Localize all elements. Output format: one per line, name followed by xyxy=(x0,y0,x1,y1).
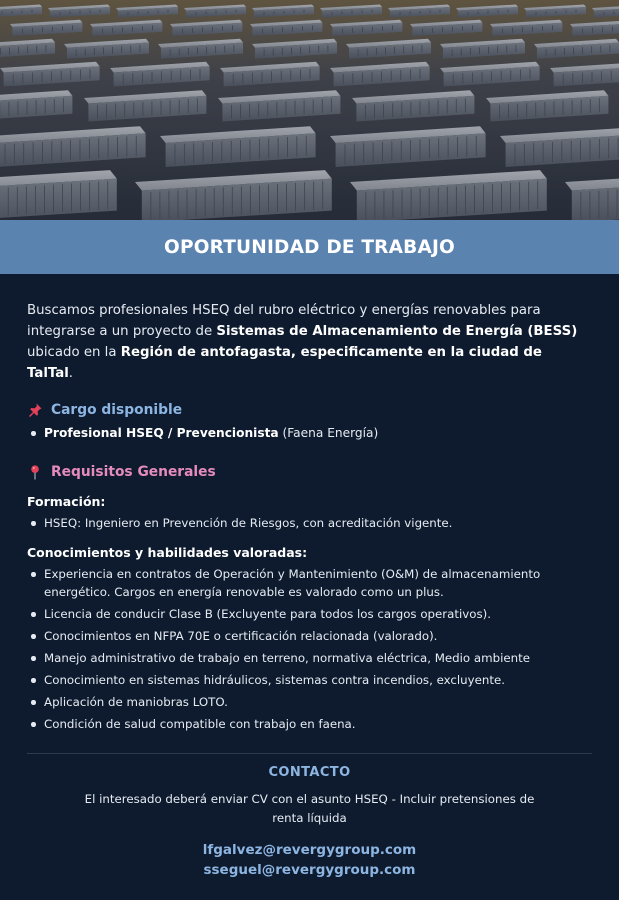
formacion-list xyxy=(27,514,592,532)
title-banner xyxy=(0,220,619,274)
cargo-detail: (Faena Energía) xyxy=(278,426,379,440)
intro-text-2: ubicado en la xyxy=(27,345,121,360)
list-item: Conocimiento en sistemas hidráulicos, sistemas contra incendios, excluyente. xyxy=(27,671,592,689)
list-item: Experiencia en contratos de Operación y Mantenimiento (O&M) de almacenamiento energético. Cargos en energía renovable es valorado como un plus. xyxy=(27,565,592,601)
bess-containers-illustration xyxy=(0,0,619,220)
requisitos-heading xyxy=(27,464,592,480)
list-item: Aplicación de maniobras LOTO. xyxy=(27,693,592,711)
cargo-title: Profesional HSEQ / Prevencionista xyxy=(44,426,279,440)
cargo-heading xyxy=(27,402,592,418)
requisitos-heading-label: Requisitos Generales xyxy=(51,464,216,480)
intro-bold-region: Región de antofagasta, especificamente en la ciudad de TalTal xyxy=(27,345,542,381)
list-item: Manejo administrativo de trabajo en terreno, normativa eléctrica, Medio ambiente xyxy=(27,649,592,667)
contact-title: CONTACTO xyxy=(268,765,351,780)
conocimientos-heading: Conocimientos y habilidades valoradas: xyxy=(27,545,308,560)
cargo-heading-label: Cargo disponible xyxy=(51,402,183,418)
list-item: Conocimientos en NFPA 70E o certificación relacionada (valorado). xyxy=(27,627,592,645)
intro-paragraph xyxy=(27,300,592,384)
list-item xyxy=(27,424,592,442)
cargo-list xyxy=(27,424,592,442)
pushpin-icon xyxy=(27,402,43,418)
contact-instructions: El interesado deberá enviar CV con el asunto HSEQ - Incluir pretensiones de renta líquida xyxy=(84,792,535,825)
main-content xyxy=(0,300,619,878)
intro-bold-bess: Sistemas de Almacenamiento de Energía (BESS) xyxy=(216,324,578,339)
formacion-heading: Formación: xyxy=(27,494,106,509)
list-item: HSEQ: Ingeniero en Prevención de Riesgos, con acreditación vigente. xyxy=(27,514,592,532)
conocimientos-list xyxy=(27,565,592,733)
section-divider xyxy=(27,753,592,754)
intro-text-3: . xyxy=(68,366,74,381)
list-item: Licencia de conducir Clase B (Excluyente para todos los cargos operativos). xyxy=(27,605,592,623)
email-link-sseguel[interactable]: sseguel@revergygroup.com xyxy=(203,862,416,878)
intro-text-1: Buscamos profesionales HSEQ del rubro eléctrico y energías renovables para integrarse a un proyecto de xyxy=(27,303,541,339)
round-pin-icon xyxy=(27,464,43,480)
hero-image xyxy=(0,0,619,220)
list-item: Condición de salud compatible con trabajo en faena. xyxy=(27,715,592,733)
email-link-lfgalvez[interactable]: lfgalvez@revergygroup.com xyxy=(202,842,417,858)
banner-title: OPORTUNIDAD DE TRABAJO xyxy=(164,236,455,258)
